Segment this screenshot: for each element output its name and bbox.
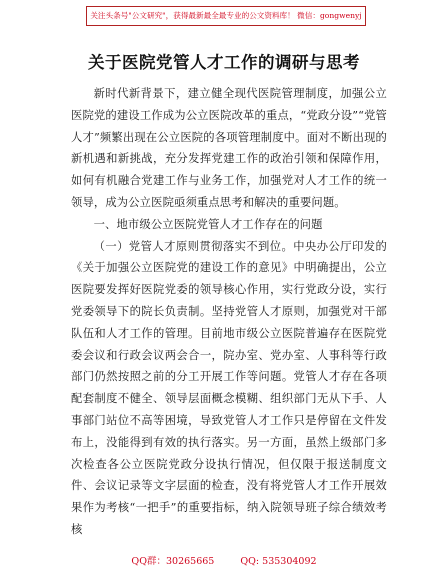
document-title: 关于医院党管人才工作的调研与思考 [88, 53, 360, 72]
intro-paragraph: 新时代新背景下，建立健全现代医院管理制度，加强公立医院党的建设工作成为公立医院改革的重点，“党政分设”“党管人才”频繁出现在公立医院的各项管理制度中。面对不断出现的新机遇和新挑战，充分发挥党建工作的政治引领和保障作用，如何有机融合党建工作与业务工作，加强党对人才工作的统一领导，成为公立医院亟须重点思考和解决的重要问题。 [71, 87, 387, 209]
qq-group-text: QQ群：30265665 [131, 556, 215, 567]
document-body [71, 83, 387, 541]
qq-number-text: QQ: 535304092 [240, 556, 317, 567]
footer-contact [0, 553, 448, 567]
body-paragraph: （一）党管人才原则贯彻落实不到位。中央办公厅印发的《关于加强公立医院党的建设工作的意见》中明确提出，公立医院要发挥好医院党委的领导核心作用，实行党政分设，实行党委领导下的院长负责制。坚持党管人才原则，加强党对干部队伍和人才工作的管理。目前地市级公立医院普遍存在医院党委会议和行政会议两会合一，院办室、党办室、人事科等行政部门仍然按照之前的分工开展工作等问题。党管人才存在各项配套制度不健全、领导层面概念模糊、组织部门无从下手、人事部门站位不高等困境，导致党管人才工作只是停留在文件发布上，没能得到有效的执行落实。另一方面，虽然上级部门多次检查各公立医院党政分设执行情况，但仅限于报送制度文件、会议记录等文字层面的检查，没有将党管人才工作开展效果作为考核“一把手”的重要指标，纳入院领导班子综合绩效考核 [71, 239, 387, 536]
section-heading: 一、地市级公立医院党管人才工作存在的问题 [93, 217, 323, 231]
header-banner: 关注头条号"公文研究"，获得最新最全最专业的公文资料库！ 微信：gongwenyj [86, 6, 366, 26]
